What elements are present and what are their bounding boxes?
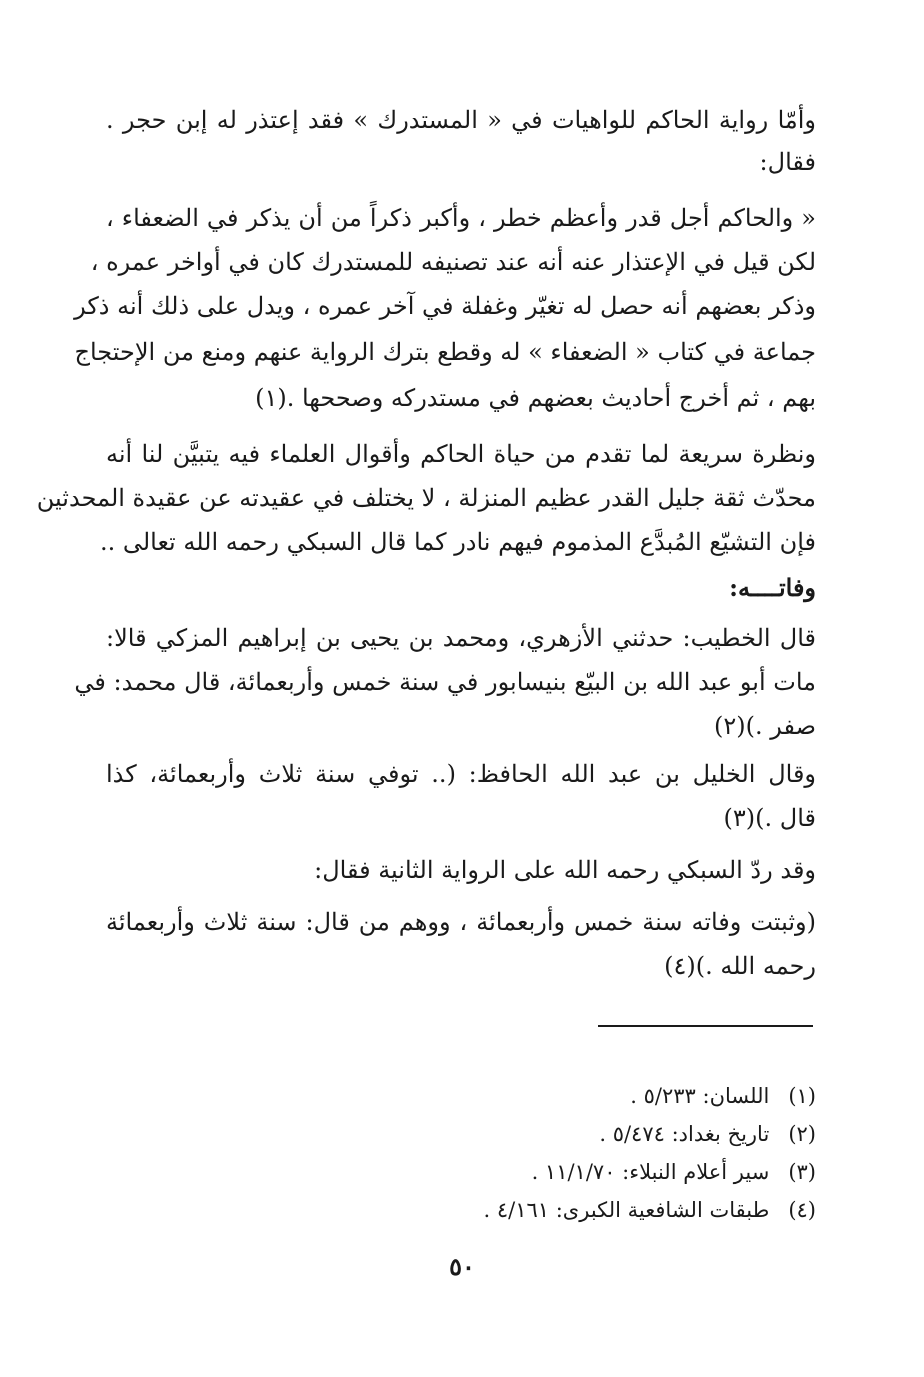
- footnote-text: طبقات الشافعية الكبرى: ٤/١٦١ .: [483, 1198, 770, 1222]
- quote-line: بهم ، ثم أخرج أحاديث بعضهم في مستدركه وصححها .(١): [255, 384, 816, 412]
- text-line: (وثبتت وفاته سنة خمس وأربعمائة ، ووهم من قال: سنة ثلاث وأربعمائة: [106, 908, 816, 936]
- text-line: فقال:: [759, 148, 816, 176]
- page-number: ٥٠: [449, 1252, 475, 1281]
- text-line: وقد ردّ السبكي رحمه الله على الرواية الثانية فقال:: [314, 856, 816, 884]
- text-line: وقال الخليل بن عبد الله الحافظ: (.. توفي سنة ثلاث وأربعمائة، كذا: [106, 760, 816, 788]
- footnote-text: اللسان: ٥/٢٣٣ .: [630, 1084, 770, 1108]
- footnote-item: [106, 1192, 816, 1228]
- text-line: وأمّا رواية الحاكم للواهيات في « المستدرك » فقد إعتذر له إبن حجر .: [106, 106, 816, 134]
- text-line: مات أبو عبد الله بن البيّع بنيسابور في سنة خمس وأربعمائة، قال محمد: في: [74, 668, 816, 696]
- text-line: صفر .)(٢): [713, 712, 816, 740]
- text-line: محدّث ثقة جليل القدر عظيم المنزلة ، لا يختلف في عقيدته عن عقيدة المحدثين: [36, 484, 816, 512]
- footnote-item: [106, 1154, 816, 1190]
- section-heading: وفاتــــه:: [729, 573, 816, 602]
- text-line: رحمه الله .)(٤): [664, 952, 816, 980]
- quote-line: جماعة في كتاب « الضعفاء » له وقطع بترك الرواية عنهم ومنع من الإحتجاج: [74, 338, 816, 366]
- footnote-number: (٣): [788, 1160, 816, 1184]
- footnote-text: تاريخ بغداد: ٥/٤٧٤ .: [599, 1122, 770, 1146]
- footnote-separator: [598, 1025, 813, 1027]
- text-line: فإن التشيّع المُبدَّع المذموم فيهم نادر كما قال السبكي رحمه الله تعالى ..: [99, 528, 816, 556]
- quote-line: وذكر بعضهم أنه حصل له تغيّر وغفلة في آخر عمره ، ويدل على ذلك أنه ذكر: [74, 292, 816, 320]
- text-line: ونظرة سريعة لما تقدم من حياة الحاكم وأقوال العلماء فيه يتبيَّن لنا أنه: [106, 440, 816, 468]
- quote-line: لكن قيل في الإعتذار عنه أنه عند تصنيفه للمستدرك كان في أواخر عمره ،: [90, 248, 816, 276]
- footnote-number: (٤): [788, 1198, 816, 1222]
- text-line: قال .)(٣): [723, 804, 816, 832]
- quote-line: « والحاكم أجل قدر وأعظم خطر ، وأكبر ذكراً من أن يذكر في الضعفاء ،: [106, 204, 816, 232]
- text-line: قال الخطيب: حدثني الأزهري، ومحمد بن يحيى بن إبراهيم المزكي قالا:: [106, 624, 816, 652]
- footnote-item: [106, 1116, 816, 1152]
- footnote-item: [106, 1078, 816, 1114]
- footnote-text: سير أعلام النبلاء: ١١/١/٧٠ .: [531, 1160, 770, 1184]
- footnote-number: (١): [788, 1084, 816, 1108]
- footnote-number: (٢): [788, 1122, 816, 1146]
